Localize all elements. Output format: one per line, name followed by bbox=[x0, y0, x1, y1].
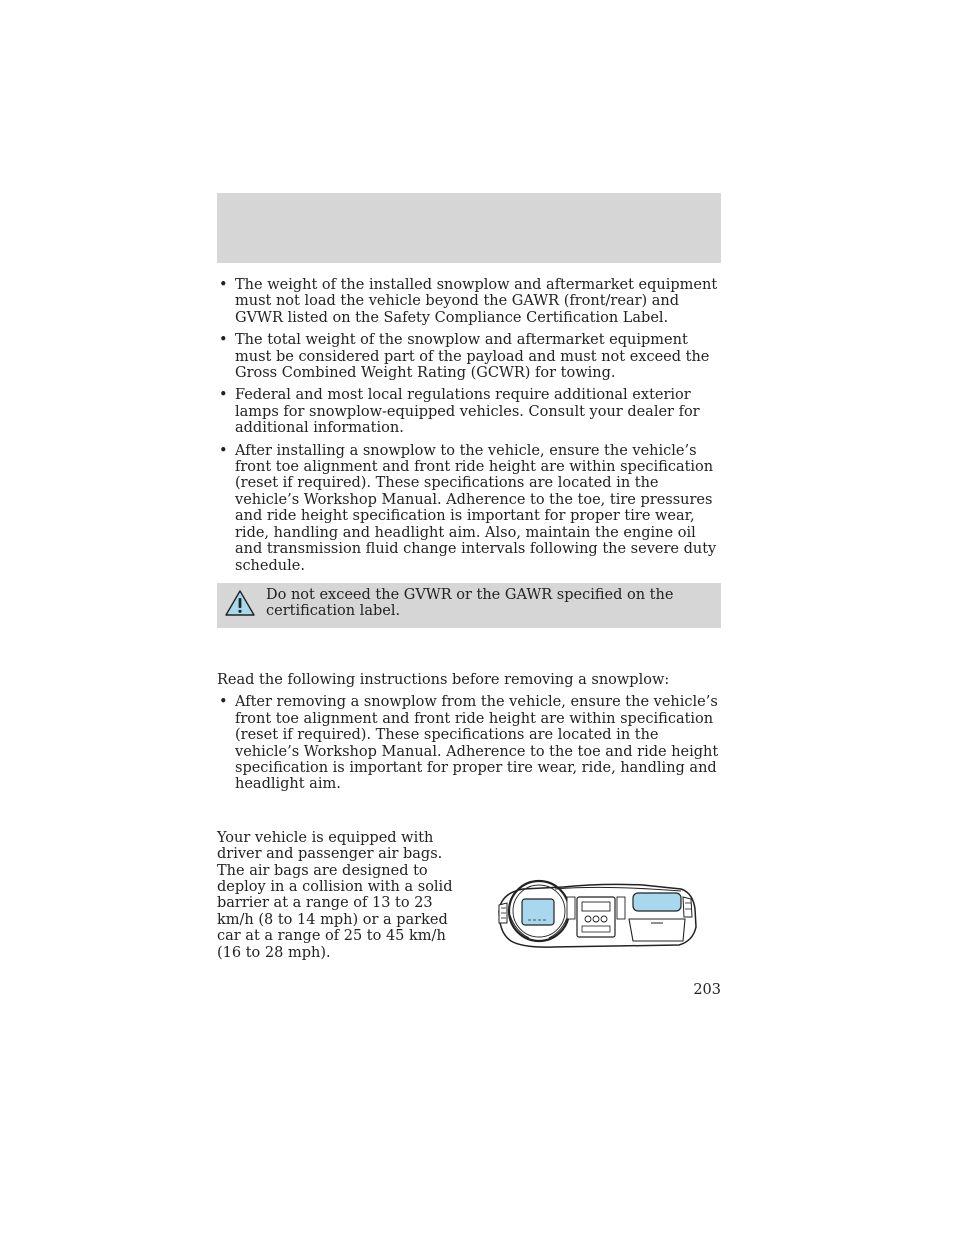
warning-triangle-icon bbox=[224, 589, 256, 617]
installation-bullet-list bbox=[217, 277, 721, 574]
dashboard-airbag-illustration bbox=[493, 875, 699, 951]
airbag-text: Your vehicle is equipped with driver and passenger air bags. The air bags are designed to deploy in a collision with a solid barrier at a range of 13 to 23 km/h (8 to 14 mph) or a parked car at a range of 25 to 45 km/h (16 to 28 mph). bbox=[217, 829, 453, 961]
header-band bbox=[217, 193, 721, 263]
page-number: 203 bbox=[693, 982, 721, 998]
list-item: • After installing a snowplow to the vehicle, ensure the vehicle’s front toe alignment and front ride height are within specification (reset if required). These specifications are located in the vehicle’s Workshop Manual. Adherence to the toe, tire pressures and ride height specification is important for proper tire wear, ride, handling and headlight aim. Also, maintain the engine oil and transmission fluid change intervals following the severe duty schedule. bbox=[219, 442, 717, 574]
airbag-section bbox=[217, 830, 721, 960]
removal-intro: Read the following instructions before removing a snowplow: bbox=[217, 671, 670, 688]
warning-box bbox=[217, 583, 721, 628]
page-content bbox=[217, 277, 721, 960]
list-item: • The weight of the installed snowplow and aftermarket equipment must not load the vehicle beyond the GAWR (front/rear) and GVWR listed on the Safety Compliance Certification Label. bbox=[219, 277, 718, 326]
removal-bullet-list bbox=[217, 694, 721, 792]
list-item: • Federal and most local regulations require additional exterior lamps for snowplow-equipped vehicles. Consult your dealer for additional information. bbox=[219, 387, 700, 437]
list-item: • The total weight of the snowplow and aftermarket equipment must be considered part of the payload and must not exceed the Gross Combined Weight Rating (GCWR) for towing. bbox=[219, 332, 710, 382]
warning-text: Do not exceed the GVWR or the GAWR specified on the certification label. bbox=[266, 586, 674, 620]
list-item: • After removing a snowplow from the vehicle, ensure the vehicle’s front toe alignment and front ride height are within specification (reset if required). These specifications are located in the vehicle’s Workshop Manual. Adherence to the toe and ride height specification is important for proper tire wear, ride, handling and headlight aim. bbox=[219, 694, 719, 793]
